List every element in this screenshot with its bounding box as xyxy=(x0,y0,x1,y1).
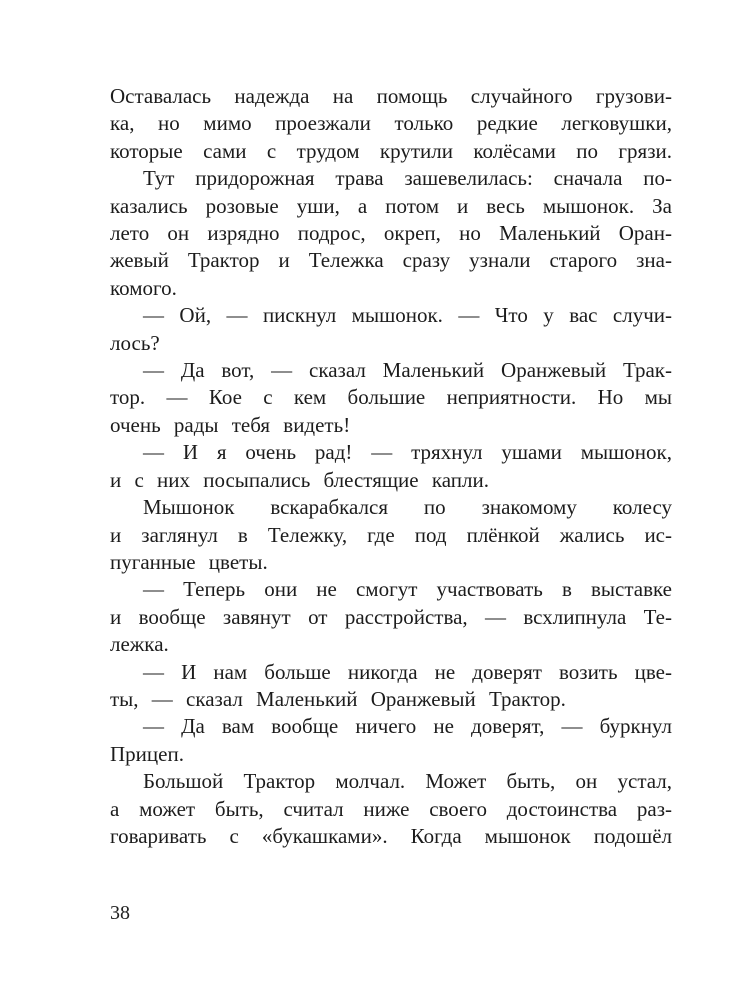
text-line: Мышонок вскарабкался по знакомому колесу xyxy=(143,495,672,520)
text-line: — И я очень рад! — тряхнул ушами мышонок, xyxy=(143,440,672,465)
text-line: пуганные цветы. xyxy=(110,549,268,574)
text-line: очень рады тебя видеть! xyxy=(110,412,351,437)
text-line: тор. — Кое с кем большие неприятности. Но мы xyxy=(110,385,672,410)
page-text-block xyxy=(110,83,672,850)
text-line: и вообще завянут от расстройства, — всхлипнула Те- xyxy=(110,604,672,629)
text-line: — Теперь они не смогут участвовать в выставке xyxy=(143,577,672,602)
text-line: говаривать с «букашками». Когда мышонок подошёл xyxy=(110,823,672,848)
text-line: — Да вот, — сказал Маленький Оранжевый Трак- xyxy=(143,358,672,383)
page-number: 38 xyxy=(110,902,130,924)
text-line: Оставалась надежда на помощь случайного грузови- xyxy=(110,84,672,108)
text-line: ка, но мимо проезжали только редкие легковушки, xyxy=(110,111,672,136)
text-line: — Да вам вообще ничего не доверят, — буркнул xyxy=(143,714,672,739)
text-line: лето он изрядно подрос, окреп, но Маленький Оран- xyxy=(110,221,672,246)
text-line: казались розовые уши, а потом и весь мышонок. За xyxy=(110,193,672,218)
text-line: жевый Трактор и Тележка сразу узнали старого зна- xyxy=(110,248,672,273)
text-line: и заглянул в Тележку, где под плёнкой жались ис- xyxy=(110,522,672,547)
text-line: и с них посыпались блестящие капли. xyxy=(110,467,489,492)
text-line: Большой Трактор молчал. Может быть, он устал, xyxy=(143,769,672,794)
text-line: — Ой, — пискнул мышонок. — Что у вас случи- xyxy=(143,303,672,328)
text-line: лежка. xyxy=(110,632,169,657)
text-line: комого. xyxy=(110,275,177,300)
text-line: которые сами с трудом крутили колёсами по грязи. xyxy=(110,138,672,163)
text-line: а может быть, считал ниже своего достоинства раз- xyxy=(110,796,672,821)
text-line: Тут придорожная трава зашевелилась: сначала по- xyxy=(143,166,672,191)
text-line: ты, — сказал Маленький Оранжевый Трактор. xyxy=(110,686,566,711)
text-line: — И нам больше никогда не доверят возить цве- xyxy=(143,659,672,684)
text-line: лось? xyxy=(110,330,160,355)
text-line: Прицеп. xyxy=(110,741,184,766)
